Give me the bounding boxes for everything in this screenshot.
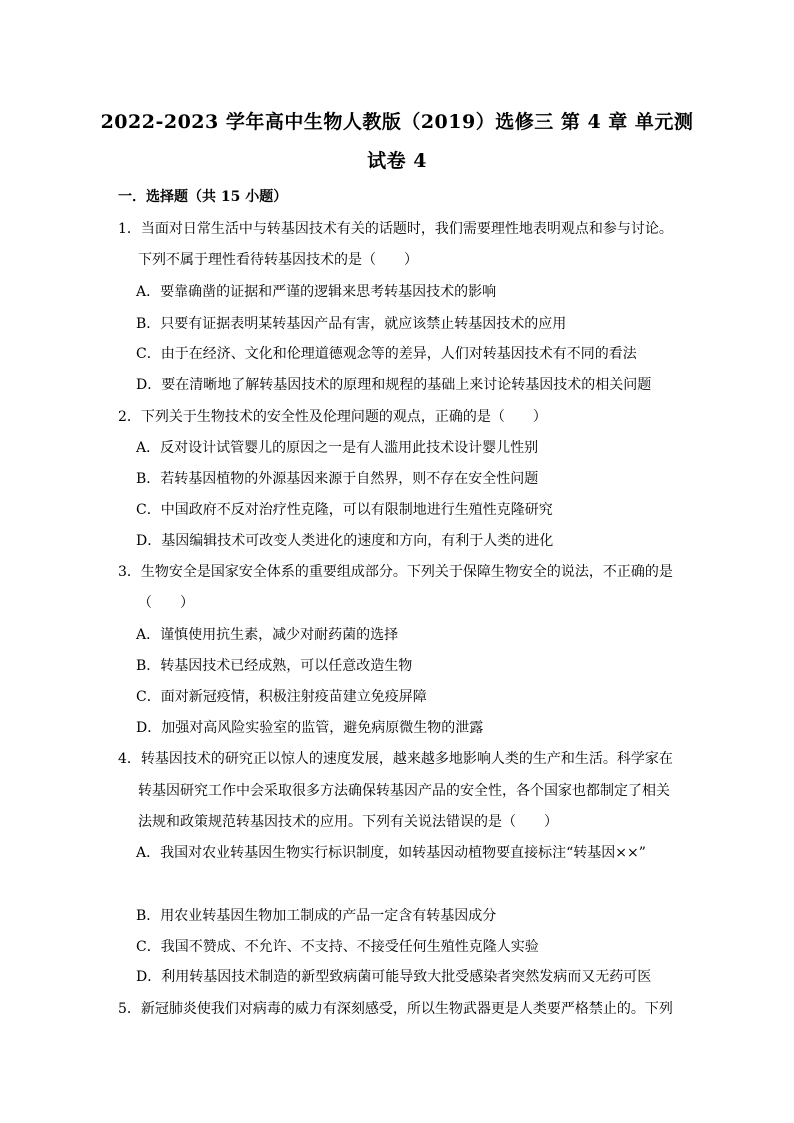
question-3-option-a: A．谨慎使用抗生素，减少对耐药菌的选择 xyxy=(136,627,399,643)
question-3-stem: 生物安全是国家安全体系的重要组成部分。下列关于保障生物安全的说法，不正确的是 xyxy=(140,564,673,580)
question-4-option-a: A．我国对农业转基因生物实行标识制度，如转基因动植物要直接标注“转基因××” xyxy=(136,845,646,861)
question-1-line-2: 下列不属于理性看待转基因技术的是（ ） xyxy=(138,252,418,268)
question-2-option-b: B．若转基因植物的外源基因来源于自然界，则不存在安全性问题 xyxy=(136,471,539,487)
question-5-stem: 新冠肺炎使我们对病毒的威力有深刻感受，所以生物武器更是人类要严格禁止的。下列 xyxy=(140,1001,673,1017)
question-4-option-d: D．利用转基因技术制造的新型致病菌可能导致大批受感染者突然发病而又无药可医 xyxy=(136,969,652,985)
question-3-option-d: D．加强对高风险实验室的监管，避免病原微生物的泄露 xyxy=(136,720,484,736)
question-3-option-c: C．面对新冠疫情，积极注射疫苗建立免疫屏障 xyxy=(136,689,427,705)
question-3-option-b: B．转基因技术已经成熟，可以任意改造生物 xyxy=(136,658,413,674)
question-1-option-a: A．要靠确凿的证据和严谨的逻辑来思考转基因技术的影响 xyxy=(136,284,497,300)
document-title-line-2: 试卷 4 xyxy=(367,150,427,172)
question-2-line-1 xyxy=(118,406,547,426)
question-2-option-c: C．中国政府不反对治疗性克隆，可以有限制地进行生殖性克隆研究 xyxy=(136,502,553,518)
question-2-option-d: D．基因编辑技术可改变人类进化的速度和方向，有利于人类的进化 xyxy=(136,533,554,549)
question-4-option-c: C．我国不赞成、不允许、不支持、不接受任何生殖性克隆人实验 xyxy=(136,939,539,955)
question-4-line-1 xyxy=(118,748,673,768)
document-title-line-1: 2022-2023 学年高中生物人教版（2019）选修三 第 4 章 单元测 xyxy=(100,111,694,133)
question-4-stem: 转基因技术的研究正以惊人的速度发展，越来越多地影响人类的生产和生活。科学家在 xyxy=(140,751,673,767)
question-4-option-b: B．用农业转基因生物加工制成的产品一定含有转基因成分 xyxy=(136,908,497,924)
question-1-number: 1． xyxy=(118,221,141,237)
question-3-line-2: （ ） xyxy=(138,595,194,611)
question-1-line-1 xyxy=(118,218,673,238)
question-4-line-3: 法规和政策规范转基因技术的应用。下列有关说法错误的是（ ） xyxy=(138,814,558,830)
question-5-number: 5． xyxy=(118,1001,141,1017)
question-1-option-d: D．要在清晰地了解转基因技术的原理和规程的基础上来讨论转基因技术的相关问题 xyxy=(136,377,652,393)
question-4-number: 4． xyxy=(118,751,141,767)
question-1-stem: 当面对日常生活中与转基因技术有关的话题时，我们需要理性地表明观点和参与讨论。 xyxy=(140,221,673,237)
section-heading: 一．选择题（共 15 小题） xyxy=(118,189,288,205)
question-2-stem: 下列关于生物技术的安全性及伦理问题的观点，正确的是（ ） xyxy=(140,409,547,425)
question-3-line-1 xyxy=(118,561,673,581)
question-2-number: 2． xyxy=(118,409,141,425)
question-2-option-a: A．反对设计试管婴儿的原因之一是有人滥用此技术设计婴儿性别 xyxy=(136,440,539,456)
question-4-line-2: 转基因研究工作中会采取很多方法确保转基因产品的安全性，各个国家也都制定了相关 xyxy=(138,783,670,799)
question-5-line-1 xyxy=(118,998,673,1018)
question-3-number: 3． xyxy=(118,564,141,580)
question-1-option-b: B．只要有证据表明某转基因产品有害，就应该禁止转基因技术的应用 xyxy=(136,316,567,332)
question-1-option-c: C．由于在经济、文化和伦理道德观念等的差异，人们对转基因技术有不同的看法 xyxy=(136,346,637,362)
